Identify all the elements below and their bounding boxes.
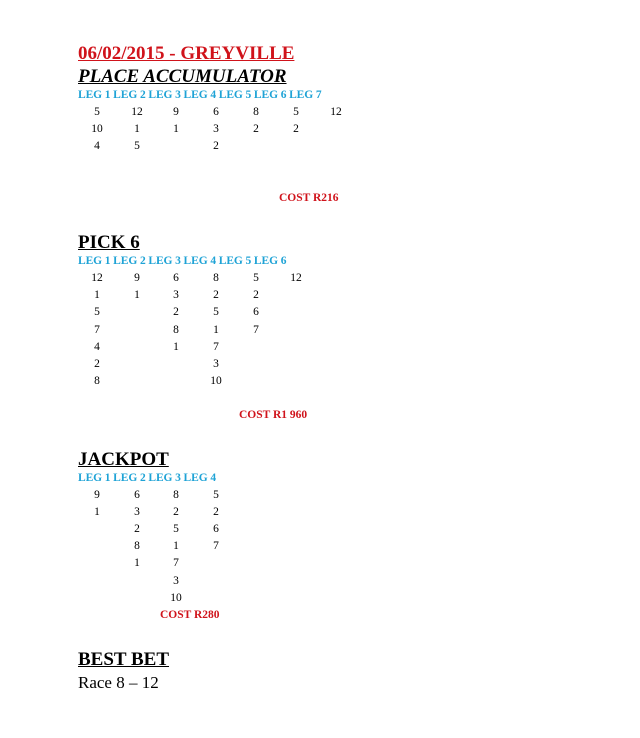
place-accumulator-title: PLACE ACCUMULATOR bbox=[78, 66, 287, 87]
leg-3-selection: 9 bbox=[173, 106, 179, 118]
leg-3-selection: 1 bbox=[173, 340, 179, 353]
pick6-cost: COST R1 960 bbox=[239, 409, 308, 421]
leg-6-selection: 2 bbox=[293, 123, 299, 135]
leg-3-selection: 8 bbox=[173, 489, 179, 501]
leg-3-selection: 2 bbox=[173, 306, 179, 319]
leg-1-selection: 5 bbox=[94, 106, 100, 118]
leg-3-selection: 3 bbox=[173, 574, 179, 587]
leg-6-selection: 5 bbox=[293, 106, 299, 118]
leg-3-selection: 2 bbox=[173, 506, 179, 519]
leg-2-selection: 1 bbox=[134, 289, 140, 302]
leg-1-selection: 4 bbox=[94, 140, 100, 152]
leg-4-selection: 1 bbox=[213, 323, 219, 336]
leg-1-selection: 2 bbox=[94, 358, 100, 370]
leg-4-selection: 6 bbox=[213, 523, 219, 536]
leg-4-selection: 5 bbox=[213, 489, 219, 501]
leg-4-selection: 3 bbox=[213, 123, 219, 135]
best-bet-text: Race 8 – 12 bbox=[78, 673, 159, 692]
leg-4-selection: 6 bbox=[213, 106, 219, 118]
leg-1-selection: 1 bbox=[94, 506, 100, 519]
leg-1-selection: 4 bbox=[94, 340, 100, 353]
leg-2-selection: 12 bbox=[131, 106, 143, 118]
best-bet-title: BEST BET bbox=[78, 649, 170, 670]
place-accumulator-legs-header: LEG 1 LEG 2 LEG 3 LEG 4 LEG 5 LEG 6 LEG 7 bbox=[78, 89, 322, 101]
jackpot-legs-header: LEG 1 LEG 2 LEG 3 LEG 4 bbox=[78, 472, 216, 484]
leg-3-selection: 7 bbox=[173, 557, 179, 570]
leg-4-selection: 2 bbox=[213, 506, 219, 519]
leg-3-selection: 1 bbox=[173, 540, 179, 553]
leg-5-selection: 6 bbox=[253, 306, 259, 319]
leg-3-selection: 8 bbox=[173, 323, 179, 336]
leg-3-selection: 6 bbox=[173, 272, 179, 284]
leg-2-selection: 8 bbox=[134, 540, 140, 553]
leg-4-selection: 7 bbox=[213, 540, 219, 553]
jackpot-cost: COST R280 bbox=[160, 609, 220, 621]
leg-1-selection: 12 bbox=[91, 272, 103, 284]
leg-3-selection: 10 bbox=[170, 591, 182, 604]
leg-4-selection: 2 bbox=[213, 289, 219, 302]
leg-1-selection: 7 bbox=[94, 323, 100, 336]
leg-5-selection: 2 bbox=[253, 123, 259, 135]
leg-4-selection: 3 bbox=[213, 358, 219, 370]
leg-2-selection: 1 bbox=[134, 123, 140, 135]
pick6-title: PICK 6 bbox=[78, 232, 140, 253]
place-accumulator-cost: COST R216 bbox=[279, 192, 339, 204]
leg-5-selection: 7 bbox=[253, 323, 259, 336]
pick6-legs-header: LEG 1 LEG 2 LEG 3 LEG 4 LEG 5 LEG 6 bbox=[78, 255, 287, 267]
leg-2-selection: 2 bbox=[134, 523, 140, 536]
leg-4-selection: 7 bbox=[213, 340, 219, 353]
leg-3-selection: 1 bbox=[173, 123, 179, 135]
leg-1-selection: 10 bbox=[91, 123, 103, 135]
leg-1-selection: 1 bbox=[94, 289, 100, 302]
leg-5-selection: 5 bbox=[253, 272, 259, 284]
leg-2-selection: 5 bbox=[134, 140, 140, 152]
leg-7-selection: 12 bbox=[330, 106, 342, 118]
leg-5-selection: 2 bbox=[253, 289, 259, 302]
leg-6-selection: 12 bbox=[290, 272, 302, 284]
leg-4-selection: 2 bbox=[213, 140, 219, 152]
leg-1-selection: 8 bbox=[94, 375, 100, 388]
leg-4-selection: 5 bbox=[213, 306, 219, 319]
leg-3-selection: 5 bbox=[173, 523, 179, 536]
jackpot-title: JACKPOT bbox=[78, 449, 169, 470]
leg-1-selection: 5 bbox=[94, 306, 100, 319]
leg-4-selection: 10 bbox=[210, 375, 222, 388]
leg-2-selection: 1 bbox=[134, 557, 140, 570]
leg-5-selection: 8 bbox=[253, 106, 259, 118]
leg-4-selection: 8 bbox=[213, 272, 219, 284]
leg-1-selection: 9 bbox=[94, 489, 100, 501]
date-venue-heading: 06/02/2015 - GREYVILLE bbox=[78, 43, 295, 64]
leg-3-selection: 3 bbox=[173, 289, 179, 302]
leg-2-selection: 3 bbox=[134, 506, 140, 519]
leg-2-selection: 6 bbox=[134, 489, 140, 501]
leg-2-selection: 9 bbox=[134, 272, 140, 284]
